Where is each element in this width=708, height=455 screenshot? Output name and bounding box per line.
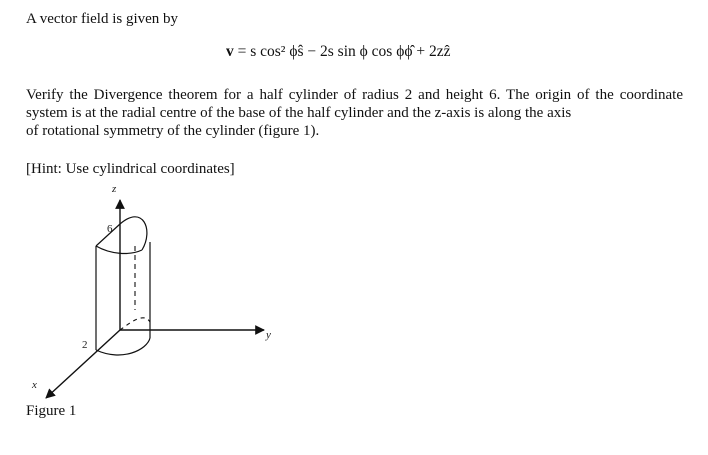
height-label: 6 bbox=[107, 223, 113, 235]
hint-text: [Hint: Use cylindrical coordinates] bbox=[26, 161, 235, 177]
base-front-arc bbox=[96, 338, 150, 355]
problem-line-2: coordinate system is at the radial centre of the base of the half cylinder and the z-axis is along the axis bbox=[26, 87, 683, 121]
radius-label: 2 bbox=[82, 339, 88, 351]
vector-symbol: v bbox=[226, 43, 234, 60]
problem-line-1: Verify the Divergence theorem for a half cylinder of radius 2 and height 6. The origin of the bbox=[26, 87, 614, 103]
y-axis-label: y bbox=[266, 329, 271, 341]
formula-body: = s cos² ϕŝ − 2s sin ϕ cos ϕϕ̂ + 2zẑ bbox=[233, 43, 451, 60]
intro-text: A vector field is given by bbox=[26, 11, 179, 27]
cylinder-top-curve bbox=[120, 217, 147, 250]
figure-caption: Figure 1 bbox=[26, 403, 77, 419]
hidden-base-curve bbox=[120, 318, 150, 330]
vector-field-formula bbox=[226, 43, 451, 61]
x-axis-label: x bbox=[32, 379, 37, 391]
problem-statement bbox=[26, 86, 683, 140]
z-axis-label: z bbox=[112, 183, 117, 195]
half-cylinder-figure bbox=[26, 180, 286, 400]
problem-line-3: of rotational symmetry of the cylinder (figure 1). bbox=[26, 123, 320, 139]
